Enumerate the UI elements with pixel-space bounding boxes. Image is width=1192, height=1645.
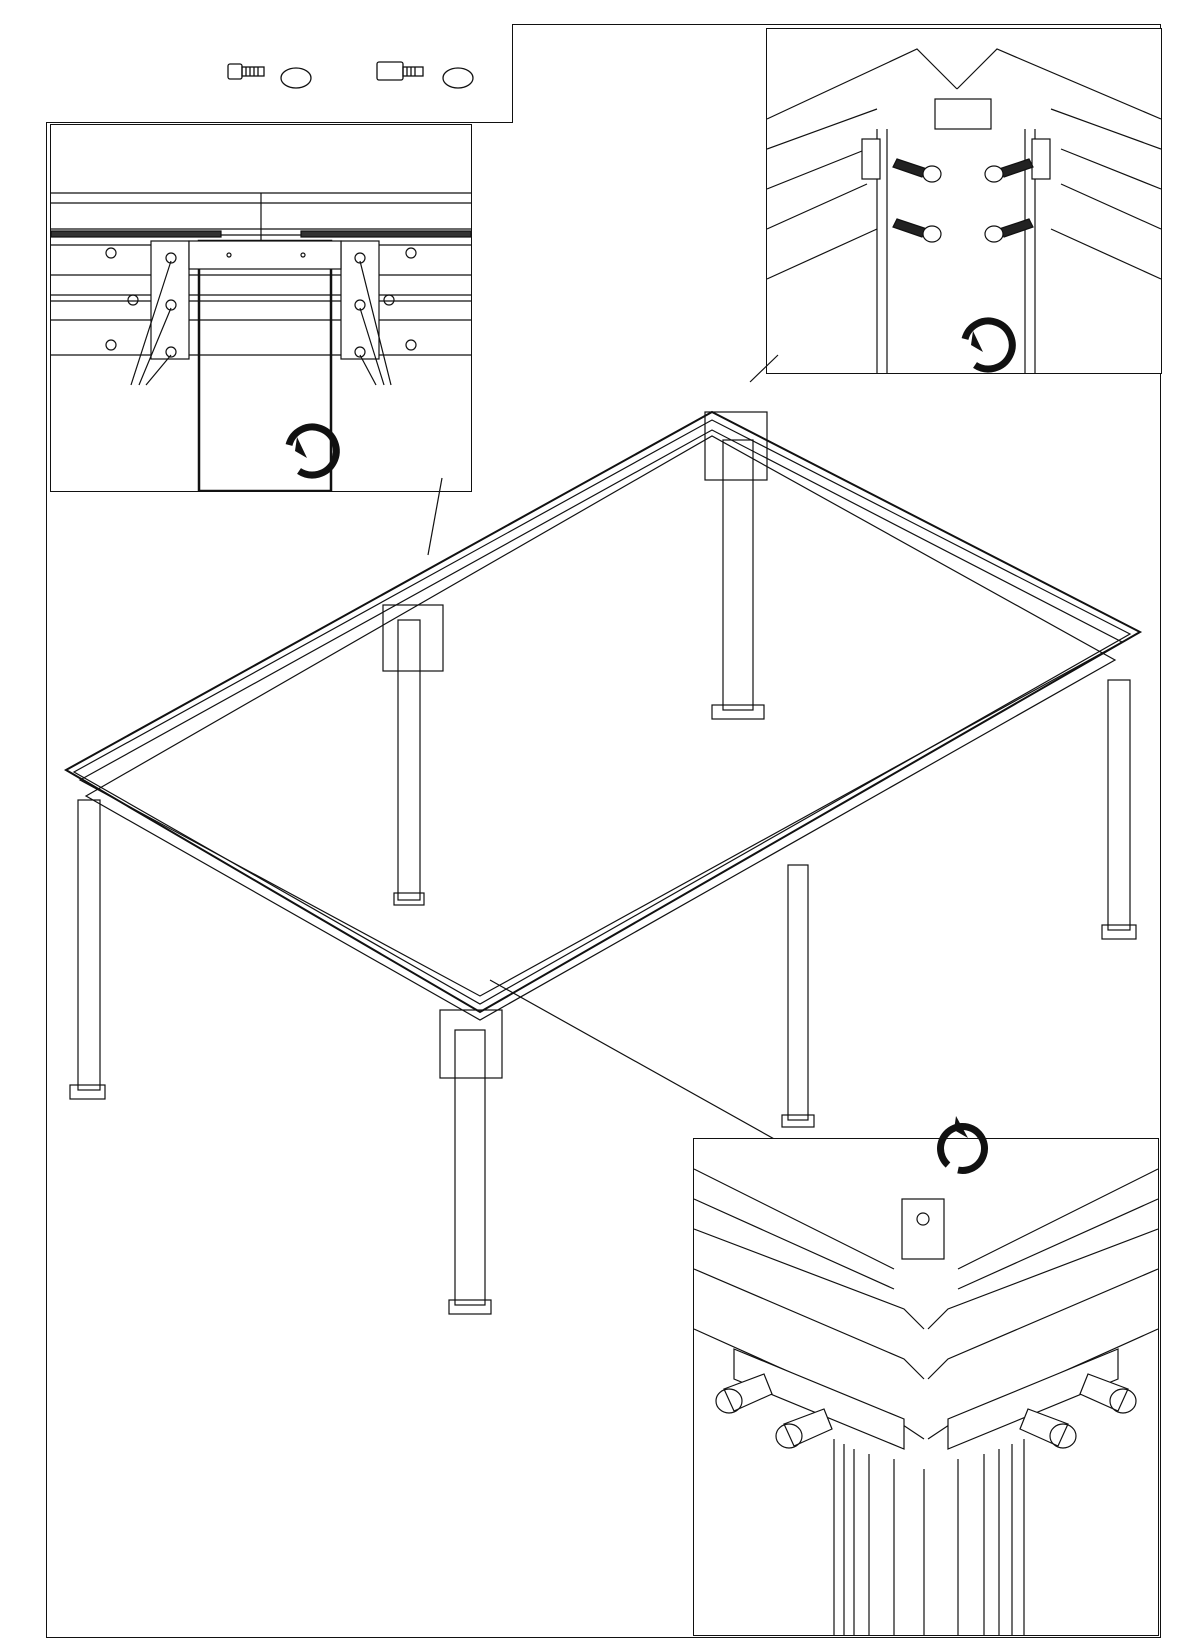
detail-splice-joint-panel — [50, 124, 472, 492]
post-profile — [834, 1439, 1024, 1635]
spacer-bolt-icon — [893, 159, 1033, 242]
spacer-bolt-icon — [377, 62, 423, 80]
rotate-clockwise-icon — [918, 1110, 998, 1180]
hardware-legend-drawing — [46, 24, 512, 122]
rotate-clockwise-icon — [289, 427, 336, 475]
bolt-icon — [228, 64, 264, 79]
detail-corner-top-panel — [766, 28, 1162, 374]
rotate-clockwise-icon — [965, 321, 1012, 369]
detail-corner-front-drawing — [694, 1139, 1158, 1635]
washer-icon — [443, 68, 473, 88]
detail-splice-joint-drawing — [51, 125, 471, 491]
hardware-legend-panel — [46, 24, 513, 123]
detail-corner-top-drawing — [767, 29, 1161, 373]
washer-icon — [281, 68, 311, 88]
detail-corner-front-panel — [693, 1138, 1159, 1636]
